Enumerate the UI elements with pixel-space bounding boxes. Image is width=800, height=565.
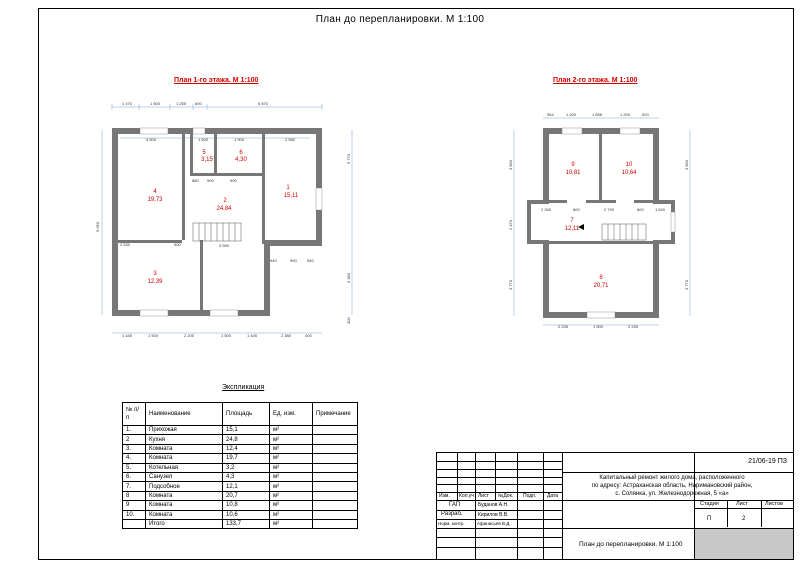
label: 800 [637,207,644,212]
table-cell: 1. [123,426,146,435]
label: 2 380 [281,333,292,338]
plan1-room-4-num: 4 [153,189,157,195]
table-cell: 19,7 [223,454,270,463]
label: 880 [192,178,199,183]
label: Подп. [523,493,537,499]
table-cell: Кухня [146,435,223,444]
label: 920 [642,112,649,117]
label: 9 050 [95,221,100,232]
table-row [123,501,358,510]
label: 2 470 [508,219,513,230]
label: 1 500 [221,333,232,338]
label: 400 [305,333,312,338]
table-row [123,435,358,444]
sheet-title: План до перепланировки. М 1:100 [315,14,485,25]
label: 1 500 [593,324,604,329]
label: 3 770 [684,279,689,290]
label: 3 383 [346,272,351,283]
label: 3 850 [684,159,689,170]
table-row [123,482,358,491]
table-cell: 12,4 [223,444,270,453]
table-cell [313,444,358,453]
sheet-name: План до перепланировки. М 1:100 [579,541,683,548]
table-cell: м² [270,454,313,463]
table-cell: 10,8 [223,501,270,510]
table-cell: м² [270,491,313,500]
plan2-room-8-num: 8 [599,275,603,281]
title-block [436,452,794,560]
plan1-room-4-area: 19,73 [147,197,163,203]
explication-table [122,402,358,529]
label: 2 265 [541,207,552,212]
table-cell [313,435,358,444]
table-cell: 133,7 [223,519,270,528]
label: 940 [307,258,314,263]
label: Лист [478,493,489,499]
label: 1 500 [148,333,159,338]
table-cell: 9 [123,501,146,510]
plan1-drawing [95,101,352,338]
table-cell [313,491,358,500]
label: 1 255 [176,101,187,106]
plan1-room-6-area: 4,30 [235,157,247,163]
table-cell: 10. [123,510,146,519]
label: 3 590 [219,243,230,248]
table-cell [313,519,358,528]
plan1-room-1-num: 1 [286,185,290,191]
plan1-room-1-area: 15,11 [283,193,299,199]
header-area: Площадь [223,403,270,426]
table-cell [313,472,358,481]
role-gap: ГАП [449,502,461,508]
table-cell: м² [270,463,313,472]
label: 1 656 [592,112,603,117]
label: 1 200 [566,112,577,117]
label: 1 900 [234,137,245,142]
table-cell: м² [270,472,313,481]
table-row [123,426,358,435]
table-row [123,454,358,463]
label: Капитальный ремонт жилого дома, расположенного [599,475,745,481]
label: 2 790 [604,207,615,212]
label: Дата [547,493,559,499]
table-cell: 2 [123,435,146,444]
table-row [123,444,358,453]
table-cell: 3. [123,444,146,453]
label: с. Солянка, ул. Железнодорожная, 5 «а» [615,491,729,497]
table-cell: Комната [146,491,223,500]
table-cell [313,501,358,510]
table-cell [313,454,358,463]
label: 1 500 [198,137,209,142]
table-cell: 15,1 [223,426,270,435]
plan1-room-5-area: 3,15 [201,157,213,163]
table-cell [313,463,358,472]
name-developer: Кирилов В.В. [478,512,509,518]
table-cell: 4,3 [223,472,270,481]
label: 3 500 [146,137,157,142]
label: Кол.уч [459,493,474,499]
table-cell: м² [270,426,313,435]
table-cell: Комната [146,501,223,510]
label: 400 [346,317,351,324]
label: 2 235 [628,324,639,329]
header-name: Наименование [146,403,223,426]
plan1-room-2-num: 2 [223,198,227,204]
label: Изм. [439,493,450,499]
table-cell: Комната [146,444,223,453]
sheet-value: 2 [742,516,746,522]
table-cell: 3,2 [223,463,270,472]
plan1-room-6-num: 6 [239,150,243,156]
table-cell: м² [270,444,313,453]
explication-title: Экспликация [222,384,265,391]
plan2-room-7-num: 7 [570,218,574,224]
plan2-drawing [508,112,690,329]
label: 900 [207,178,214,183]
table-cell: м² [270,435,313,444]
label: 900 [174,242,181,247]
label: 5 770 [346,153,351,164]
label: 1 500 [150,101,161,106]
label: 2 530 [120,242,131,247]
table-cell: м² [270,482,313,491]
table-cell: 12,1 [223,482,270,491]
label: 3 770 [508,279,513,290]
label: 900 [230,178,237,183]
label: 600 [195,101,202,106]
plan1-room-5-num: 5 [202,150,206,156]
label: 6 870 [258,101,269,106]
table-cell: 6. [123,472,146,481]
label: 800 [573,207,580,212]
label: 1 640 [655,207,666,212]
role-developer: Разраб. [441,511,463,517]
table-cell: 7. [123,482,146,491]
plan2-room-9-area: 10,81 [565,170,581,176]
table-cell: 20,7 [223,491,270,500]
table-cell [313,510,358,519]
label: 1 470 [122,101,133,106]
table-row [123,519,358,528]
table-row [123,472,358,481]
table-cell: Санузел [146,472,223,481]
table-cell [313,482,358,491]
table-cell: 4. [123,454,146,463]
header-num: № п/п [123,403,146,426]
header-note: Примечание [313,403,358,426]
label: 2 235 [558,324,569,329]
table-cell [123,519,146,528]
label: Лист [736,501,748,507]
label: 3 850 [508,159,513,170]
plan2-room-10-area: 10,64 [621,170,637,176]
explication-header-row [123,403,358,426]
label: 900 [290,258,297,263]
label: 954 [547,112,554,117]
plan2-room-8-area: 20,71 [593,283,609,289]
stage-value: П [707,516,712,522]
label: Стадия [700,501,719,507]
plan2-room-7-area: 12,11 [564,226,580,232]
table-cell: Котельная [146,463,223,472]
plan1-room-3-area: 12,39 [147,279,163,285]
table-cell: Комната [146,454,223,463]
header-unit: Ед. изм. [270,403,313,426]
table-cell [313,426,358,435]
label: 1 445 [122,333,133,338]
table-row [123,491,358,500]
table-cell: Комната [146,510,223,519]
table-row [123,510,358,519]
table-cell: Прихожая [146,426,223,435]
label: Листов [765,501,783,507]
doc-code: 21/06-19 ПЗ [748,458,787,465]
label: по адресу: Астраханская область, Наримановский район, [591,483,753,489]
table-cell: м² [270,510,313,519]
table-row [123,463,358,472]
label: 940 [270,258,277,263]
plan1-room-3-num: 3 [153,271,157,277]
project-description [567,474,777,498]
name-norm-control: Афанасьев В.Д. [477,521,511,526]
label: 2 580 [285,137,296,142]
label: 1 445 [247,333,258,338]
plan1-title: План 1-го этажа. М 1:100 [174,77,259,84]
name-gap: Буданов А.Н. [478,502,509,508]
table-cell: м² [270,501,313,510]
plan2-title: План 2-го этажа. М 1:100 [553,77,638,84]
table-cell: м² [270,519,313,528]
table-cell: Подсобное [146,482,223,491]
role-norm-control: Норм. контр. [438,521,465,526]
label: 1 200 [620,112,631,117]
table-cell: 10,6 [223,510,270,519]
plan2-room-9-num: 9 [571,162,575,168]
label: №Док. [498,493,514,499]
label: 2 200 [184,333,195,338]
plan1-room-2-area: 24,84 [216,206,232,212]
table-cell: Итого [146,519,223,528]
table-cell: 24,8 [223,435,270,444]
plan2-room-10-num: 10 [625,162,633,168]
table-cell: 8 [123,491,146,500]
table-cell: 5. [123,463,146,472]
